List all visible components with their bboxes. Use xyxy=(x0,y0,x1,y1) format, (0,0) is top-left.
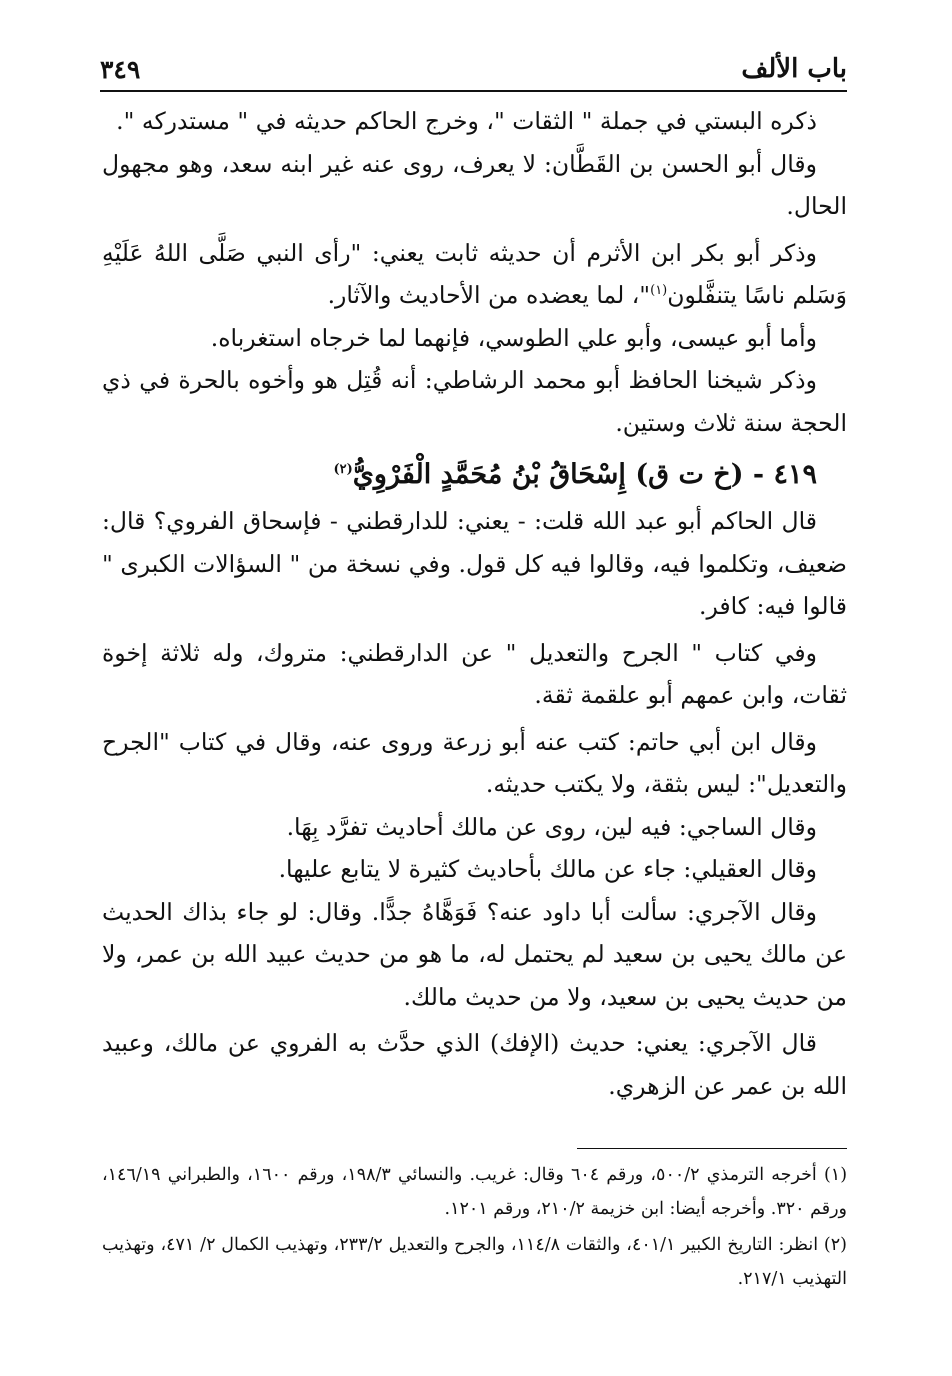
paragraph-1: ذكره البستي في جملة " الثقات "، وخرج الحاكم حديثه في " مستدركه ". xyxy=(116,107,817,135)
paragraph-5: وذكر شيخنا الحافظ أبو محمد الرشاطي: أنه قُتِل هو وأخوه بالحرة في ذي الحجة سنة ثلاث وستين. xyxy=(102,366,847,437)
paragraph-4: وأما أبو عيسى، وأبو علي الطوسي، فإنهما لما خرجاه استغرباه. xyxy=(210,323,817,352)
paragraph-10: وقال العقيلي: جاء عن مالك بأحاديث كثيرة لا يتابع عليها. xyxy=(278,855,817,883)
paragraph-2: وقال أبو الحسن بن القَطَّان: لا يعرف، روى عنه غير ابنه سعد، وهو مجهول الحال. xyxy=(102,149,847,220)
footnotes xyxy=(102,1158,847,1298)
paragraph-3-text: وذكر أبو بكر ابن الأثرم أن حديثه ثابت يعني: "رأى النبي صَلَّى اللهُ عَلَيْهِ وَسَلم ناسًا يتنفَّلون xyxy=(102,238,847,309)
main-text xyxy=(102,100,847,1107)
entry-heading-text: ٤١٩ - (خ ت ق) إِسْحَاقُ بْنُ مُحَمَّدٍ الْفَرْوِيُّ xyxy=(352,459,817,490)
paragraph-9: وقال الساجي: فيه لين، روى عن مالك أحاديث تفرَّد بِهَا. xyxy=(286,812,817,841)
paragraph-3 xyxy=(102,232,847,317)
paragraph-12: قال الآجري: يعني: حديث (الإفك) الذي حدَّث به الفروي عن مالك، وعبيد الله بن عمر عن الزهري. xyxy=(102,1029,847,1100)
paragraph-11: وقال الآجري: سألت أبا داود عنه؟ فَوَهَّاهُ جدًّا. وقال: لو جاء بذاك الحديث عن مالك يحيى بن سعيد لم يحتمل له، ما هو من حديث عبيد الله بن عمر، ولا من حديث يحيى بن سعيد، ولا من حديث مالك. xyxy=(102,897,847,1011)
paragraph-6: قال الحاكم أبو عبد الله قلت: - يعني: للدارقطني - فإسحاق الفروي؟ قال: ضعيف، وتكلموا فيه، وقالوا فيه كل قول. وفي نسخة من " السؤالات الكبرى " قالوا فيه: كافر. xyxy=(102,507,847,620)
footnote-2: (٢) انظر: التاريخ الكبير ٤٠١/١، والثقات ١١٤/٨، والجرح والتعديل ٢٣٣/٢، وتهذيب الكمال ٢/ ٤٧١، وتهذيب التهذيب ٢١٧/١. xyxy=(102,1235,847,1289)
footnote-1: (١) أخرجه الترمذي ٥٠٠/٢، ورقم ٦٠٤ وقال: غريب. والنسائي ١٩٨/٣، ورقم ١٦٠٠، والطبراني ١٤٦/١٩، ورقم ٣٢٠. وأخرجه أيضا: ابن خزيمة ٢١٠/٢، ورقم ١٢٠١. xyxy=(102,1165,848,1219)
paragraph-3-tail: "، لما يعضده من الأحاديث والآثار. xyxy=(327,281,651,309)
paragraph-8: وقال ابن أبي حاتم: كتب عنه أبو زرعة وروى عنه، وقال في كتاب "الجرح والتعديل": ليس بثقة، ولا يكتب حديثه. xyxy=(102,727,847,798)
running-header xyxy=(100,52,847,92)
footnote-divider xyxy=(577,1148,847,1149)
footnote-ref-2[interactable]: (٢) xyxy=(333,462,353,477)
chapter-title: باب الألف xyxy=(741,54,847,84)
footnote-ref-1[interactable]: (١) xyxy=(650,283,668,299)
entry-heading xyxy=(102,452,847,498)
paragraph-7: وفي كتاب " الجرح والتعديل " عن الدارقطني: متروك، وله ثلاثة إخوة ثقات، وابن عمهم أبو علقمة ثقة. xyxy=(102,638,847,709)
page-number: ٣٤٩ xyxy=(100,55,141,84)
